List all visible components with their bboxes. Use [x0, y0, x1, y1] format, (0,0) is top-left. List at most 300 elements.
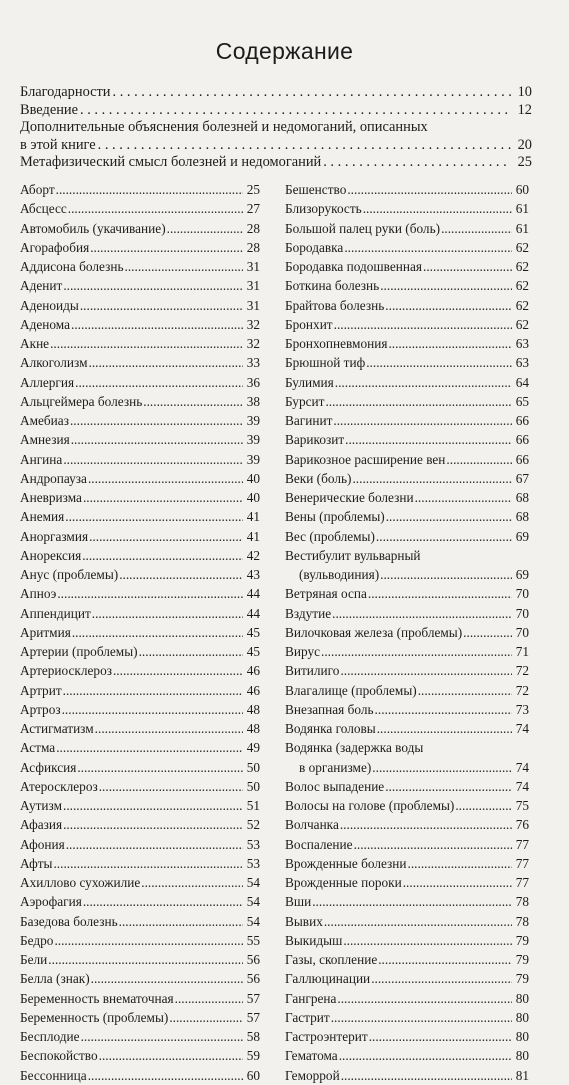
toc-entry[interactable]	[285, 642, 529, 661]
page-number: 72	[515, 682, 529, 698]
toc-entry[interactable]	[285, 219, 529, 238]
dot-leader	[48, 950, 243, 969]
toc-entry[interactable]	[20, 450, 260, 469]
page-number: 52	[246, 817, 260, 833]
dot-leader	[418, 681, 512, 700]
entry-title: Близорукость	[285, 201, 362, 217]
page-number: 31	[246, 278, 260, 294]
entry-title: Аневризма	[20, 490, 82, 505]
front-matter-item[interactable]	[20, 84, 532, 102]
entry-title: Афония	[20, 836, 65, 852]
entry-title: Выкидыш	[285, 932, 343, 948]
page-number: 32	[246, 336, 260, 351]
dot-leader	[83, 892, 243, 911]
dot-leader	[63, 815, 243, 834]
entry-title: Варикозит	[285, 432, 345, 448]
toc-entry[interactable]	[285, 450, 529, 469]
entry-title: Геморрой	[285, 1067, 340, 1083]
dot-leader	[50, 334, 243, 353]
entry-title: Агорафобия	[20, 239, 90, 255]
dot-leader	[368, 584, 512, 603]
page-number: 70	[515, 624, 529, 640]
dot-leader	[333, 411, 512, 430]
toc-entry[interactable]	[285, 989, 529, 1008]
entry-title: Беспокойство	[20, 1048, 98, 1064]
front-matter-item[interactable]	[20, 154, 532, 172]
entry-title: Вагинит	[285, 413, 333, 428]
entry-title: Бели	[20, 952, 48, 967]
toc-entry[interactable]	[285, 315, 529, 334]
page-number: 46	[246, 663, 260, 679]
page-number: 78	[515, 894, 529, 910]
dot-leader	[80, 102, 511, 120]
toc-entry[interactable]	[285, 719, 529, 738]
toc-entry[interactable]	[285, 1027, 529, 1046]
toc-entry[interactable]	[285, 392, 529, 411]
toc-entry[interactable]	[20, 565, 260, 584]
page-number: 66	[515, 413, 529, 428]
page-number: 66	[515, 432, 529, 448]
toc-entry[interactable]	[285, 681, 529, 700]
page-number: 62	[515, 278, 529, 294]
toc-entry[interactable]	[285, 777, 529, 796]
dot-leader	[63, 796, 243, 815]
dot-leader	[377, 719, 512, 738]
toc-entry[interactable]	[285, 854, 529, 873]
page-number: 40	[246, 490, 260, 505]
toc-entry[interactable]	[20, 989, 260, 1008]
toc-entry[interactable]	[20, 315, 260, 334]
dot-leader	[347, 180, 512, 199]
entry-title: Аденома	[20, 316, 71, 332]
entry-title: Белла (знак)	[20, 971, 90, 987]
toc-entry[interactable]	[20, 392, 260, 411]
dot-leader	[312, 892, 512, 911]
dot-leader	[82, 546, 243, 565]
toc-entry[interactable]	[20, 777, 260, 796]
dot-leader	[71, 315, 243, 334]
entry-title: Бородавка	[285, 239, 344, 255]
dot-leader	[95, 719, 243, 738]
toc-entry[interactable]	[20, 969, 260, 988]
toc-entry[interactable]	[285, 565, 529, 584]
toc-entry[interactable]	[20, 623, 260, 642]
page-number: 50	[246, 778, 260, 794]
page-number: 63	[515, 336, 529, 351]
page-number: 53	[246, 855, 260, 871]
dot-leader	[99, 777, 243, 796]
toc-entry[interactable]	[20, 469, 260, 488]
dot-leader	[372, 758, 512, 777]
toc-entry[interactable]	[20, 411, 260, 430]
dot-leader	[81, 1027, 243, 1046]
page-number: 39	[246, 451, 260, 467]
toc-left-column	[20, 180, 260, 1085]
entry-title: Аденоиды	[20, 297, 79, 313]
page-number: 28	[246, 239, 260, 255]
page-number: 62	[515, 297, 529, 313]
front-matter-list	[20, 84, 532, 172]
page-number: 67	[515, 470, 529, 486]
toc-entry[interactable]	[20, 353, 260, 372]
page-number: 70	[515, 605, 529, 621]
toc-entry[interactable]	[20, 373, 260, 392]
entry-title: Врожденные болезни	[285, 855, 407, 871]
dot-leader	[337, 989, 512, 1008]
page-number: 61	[515, 220, 529, 236]
page-number: 31	[246, 297, 260, 313]
page-number: 32	[246, 316, 260, 332]
toc-entry[interactable]	[20, 430, 260, 449]
dot-leader	[141, 873, 243, 892]
toc-entry[interactable]	[20, 1008, 260, 1027]
entry-title: Булимия	[285, 374, 334, 390]
toc-entry[interactable]	[285, 815, 529, 834]
toc-entry[interactable]	[285, 276, 529, 295]
toc-entry[interactable]	[20, 296, 260, 315]
toc-entry[interactable]	[20, 931, 260, 950]
front-matter-item[interactable]	[20, 102, 532, 120]
dot-leader	[323, 154, 511, 172]
toc-entry[interactable]	[285, 373, 529, 392]
dot-leader	[80, 296, 243, 315]
page-number: 39	[246, 432, 260, 448]
toc-entry[interactable]	[285, 758, 529, 777]
page-number: 27	[246, 201, 260, 217]
entry-title: Гастроэнтерит	[285, 1029, 368, 1044]
toc-entry[interactable]	[20, 681, 260, 700]
toc-entry[interactable]	[285, 623, 529, 642]
dot-leader	[65, 507, 243, 526]
entry-title: Акне	[20, 336, 50, 351]
page-number: 80	[515, 1029, 529, 1044]
entry-title: Бородавка подошвенная	[285, 259, 423, 274]
entry-title: Гематома	[285, 1048, 338, 1064]
entry-title: Алкоголизм	[20, 355, 88, 371]
toc-entry[interactable]	[20, 873, 260, 892]
toc-entry[interactable]	[285, 584, 529, 603]
dot-leader	[139, 642, 243, 661]
toc-entry[interactable]	[20, 892, 260, 911]
entry-title: Бедро	[20, 932, 54, 948]
entry-title: Бронхит	[285, 316, 333, 332]
toc-entry[interactable]	[285, 488, 529, 507]
toc-entry[interactable]	[285, 950, 529, 969]
dot-leader	[113, 661, 243, 680]
toc-entry[interactable]	[20, 719, 260, 738]
dot-leader	[88, 469, 243, 488]
dot-leader	[403, 873, 512, 892]
entry-title: Аллергия	[20, 374, 75, 390]
dot-leader	[415, 488, 512, 507]
page-number: 81	[515, 1067, 529, 1083]
page-number: 68	[515, 490, 529, 505]
entry-title: Анемия	[20, 509, 65, 525]
entry-title: Брайтова болезнь	[285, 297, 385, 313]
toc-entry[interactable]	[20, 1066, 260, 1085]
entry-title: Большой палец руки (боль)	[285, 220, 441, 236]
toc-entry[interactable]	[20, 950, 260, 969]
entry-title: Газы, скопление	[285, 952, 378, 967]
dot-leader	[332, 604, 512, 623]
toc-entry[interactable]	[20, 180, 260, 199]
toc-entry[interactable]	[20, 238, 260, 257]
dot-leader	[324, 912, 512, 931]
page-number: 41	[246, 509, 260, 525]
page-number: 50	[246, 759, 260, 775]
entry-title: Воспаление	[285, 836, 353, 852]
entry-title: Введение	[20, 101, 79, 118]
dot-leader	[341, 1066, 512, 1085]
entry-title: Гангрена	[285, 990, 337, 1006]
page-number: 80	[515, 1048, 529, 1064]
dot-leader	[53, 854, 243, 873]
toc-entry[interactable]	[20, 527, 260, 546]
toc-entry[interactable]	[285, 873, 529, 892]
dot-leader	[354, 835, 512, 854]
page-number: 74	[515, 759, 529, 775]
page-number: 69	[515, 528, 529, 544]
toc-entry[interactable]	[285, 912, 529, 931]
page-number: 31	[246, 259, 260, 274]
dot-leader	[63, 276, 243, 295]
toc-entry[interactable]	[20, 642, 260, 661]
page-number: 79	[515, 952, 529, 967]
dot-leader	[321, 642, 512, 661]
dot-leader	[423, 257, 512, 276]
page-number: 46	[246, 682, 260, 698]
entry-title: Ветряная оспа	[285, 586, 367, 602]
page-number: 40	[246, 470, 260, 486]
toc-entry[interactable]	[20, 661, 260, 680]
page-number: 78	[515, 913, 529, 929]
entry-title: Астигматизм	[20, 721, 94, 736]
toc-entry[interactable]	[20, 854, 260, 873]
page-number: 57	[246, 990, 260, 1006]
front-matter-label-line: Дополнительные объяснения болезней и недомоганий, описанных	[20, 119, 428, 136]
entry-title: Ахиллово сухожилие	[20, 875, 141, 890]
entry-title: Амебиаз	[20, 413, 69, 428]
toc-entry[interactable]	[20, 276, 260, 295]
toc-entry-first-line: Водянка (задержка воды	[285, 740, 424, 756]
front-matter-item[interactable]	[20, 137, 532, 155]
toc-entry[interactable]	[285, 1008, 529, 1027]
toc-entry[interactable]	[285, 892, 529, 911]
entry-title: Вывих	[285, 913, 323, 929]
dot-leader	[72, 623, 243, 642]
dot-leader	[385, 296, 512, 315]
dot-leader	[344, 238, 512, 257]
entry-title: Веки (боль)	[285, 470, 352, 486]
entry-title: Венерические болезни	[285, 490, 414, 505]
entry-title: Вилочковая железа (проблемы)	[285, 624, 463, 640]
toc-entry[interactable]	[20, 488, 260, 507]
entry-title: Атеросклероз	[20, 778, 98, 794]
toc-entry[interactable]	[285, 796, 529, 815]
dot-leader	[56, 180, 243, 199]
page-number: 76	[515, 817, 529, 833]
page-number: 63	[515, 355, 529, 371]
dot-leader	[119, 565, 243, 584]
dot-leader	[92, 604, 243, 623]
entry-title: Артериосклероз	[20, 663, 112, 679]
toc-entry[interactable]	[285, 604, 529, 623]
page-number: 62	[515, 239, 529, 255]
page-number: 25	[517, 154, 532, 171]
dot-leader	[77, 758, 243, 777]
dot-leader	[91, 969, 243, 988]
dot-leader	[89, 353, 244, 372]
page-number: 43	[246, 567, 260, 582]
toc-entry[interactable]	[285, 1066, 529, 1085]
dot-leader	[143, 392, 243, 411]
toc-entry[interactable]	[285, 931, 529, 950]
entry-title: Вздутие	[285, 605, 332, 621]
page-number: 80	[515, 990, 529, 1006]
entry-title: Бронхопневмония	[285, 336, 388, 351]
dot-leader	[66, 835, 243, 854]
page-number: 68	[515, 509, 529, 525]
toc-entry[interactable]	[285, 969, 529, 988]
toc-entry[interactable]	[285, 334, 529, 353]
dot-leader	[378, 950, 512, 969]
dot-leader	[369, 1027, 512, 1046]
page-number: 62	[515, 259, 529, 274]
dot-leader	[335, 373, 512, 392]
toc-entry[interactable]	[20, 334, 260, 353]
entry-title: Влагалище (проблемы)	[285, 682, 417, 698]
page-number: 36	[246, 374, 260, 390]
dot-leader	[175, 989, 243, 1008]
page-number: 60	[246, 1067, 260, 1083]
entry-title: Волчанка	[285, 817, 339, 833]
dot-leader	[54, 931, 243, 950]
entry-title: Варикозное расширение вен	[285, 451, 446, 467]
dot-leader	[167, 219, 243, 238]
entry-title: Автомобиль (укачивание)	[20, 220, 166, 236]
toc-entry[interactable]	[20, 199, 260, 218]
page-number: 64	[515, 374, 529, 390]
entry-title: Ангина	[20, 451, 63, 467]
entry-title: Асфиксия	[20, 759, 77, 775]
entry-title: Аутизм	[20, 798, 62, 813]
entry-title: Альцгеймера болезнь	[20, 393, 143, 409]
toc-entry[interactable]	[20, 546, 260, 565]
toc-entry[interactable]	[285, 430, 529, 449]
toc-entry[interactable]	[20, 604, 260, 623]
page-number: 54	[246, 875, 260, 890]
entry-title: Бессонница	[20, 1067, 87, 1083]
entry-title: Андропауза	[20, 470, 87, 486]
dot-leader	[339, 1046, 512, 1065]
page-number: 77	[515, 855, 529, 871]
dot-leader	[446, 450, 512, 469]
toc-entry[interactable]	[285, 353, 529, 372]
entry-title: Аноргазмия	[20, 528, 89, 544]
page-number: 33	[246, 355, 260, 371]
entry-title: Базедова болезнь	[20, 913, 118, 929]
entry-title: Бурсит	[285, 393, 325, 409]
toc-entry[interactable]	[285, 700, 529, 719]
toc-right-column	[285, 180, 529, 1085]
toc-entry[interactable]	[285, 180, 529, 199]
dot-leader	[352, 469, 512, 488]
page-number: 25	[246, 182, 260, 197]
toc-entry[interactable]	[20, 1027, 260, 1046]
toc-entry[interactable]	[285, 527, 529, 546]
toc-entry[interactable]	[20, 738, 260, 757]
dot-leader	[119, 912, 243, 931]
toc-entry[interactable]	[285, 411, 529, 430]
toc-entry[interactable]	[285, 469, 529, 488]
page-number: 49	[246, 740, 260, 756]
toc-entry[interactable]	[20, 1046, 260, 1065]
toc-entry[interactable]	[285, 661, 529, 680]
dot-leader	[463, 623, 512, 642]
entry-title: Беременность внематочная	[20, 990, 174, 1006]
toc-entry[interactable]	[20, 700, 260, 719]
toc-entry[interactable]	[285, 296, 529, 315]
entry-title: Боткина болезнь	[285, 278, 380, 294]
page-number: 77	[515, 875, 529, 890]
entry-title: Аддисона болезнь	[20, 259, 124, 274]
entry-title: Врожденные пороки	[285, 875, 402, 890]
dot-leader	[325, 392, 512, 411]
entry-title: Анорексия	[20, 547, 82, 563]
toc-entry[interactable]	[20, 796, 260, 815]
page-number: 54	[246, 894, 260, 910]
dot-leader	[376, 527, 512, 546]
page-number: 69	[515, 567, 529, 582]
entry-title: Аэрофагия	[20, 894, 82, 910]
toc-entry[interactable]	[20, 219, 260, 238]
entry-title: Волос выпадение	[285, 778, 385, 794]
toc-entry[interactable]	[285, 199, 529, 218]
toc-entry[interactable]	[285, 257, 529, 276]
entry-title: Аппендицит	[20, 605, 91, 621]
entry-title: Астма	[20, 740, 56, 756]
entry-title: Гастрит	[285, 1009, 330, 1025]
dot-leader	[340, 815, 512, 834]
toc-entry[interactable]	[20, 835, 260, 854]
dot-leader	[75, 373, 243, 392]
dot-leader	[366, 353, 512, 372]
dot-leader	[63, 450, 243, 469]
toc-entry[interactable]	[285, 507, 529, 526]
dot-leader	[83, 488, 243, 507]
entry-title: Брюшной тиф	[285, 355, 366, 371]
toc-entry[interactable]	[20, 815, 260, 834]
toc-entry[interactable]	[20, 507, 260, 526]
page-number: 60	[515, 182, 529, 197]
toc-entry[interactable]	[20, 758, 260, 777]
page-number: 48	[246, 721, 260, 736]
entry-title: Артрит	[20, 682, 62, 698]
toc-entry[interactable]	[20, 912, 260, 931]
page-number: 53	[246, 836, 260, 852]
dot-leader	[380, 565, 512, 584]
entry-title: Вены (проблемы)	[285, 509, 385, 525]
toc-entry[interactable]	[285, 835, 529, 854]
dot-leader	[113, 84, 511, 102]
toc-entry[interactable]	[20, 257, 260, 276]
toc-entry[interactable]	[20, 584, 260, 603]
entry-title: Анус (проблемы)	[20, 567, 119, 582]
toc-entry[interactable]	[285, 1046, 529, 1065]
page-number: 72	[515, 663, 529, 679]
page-number: 79	[515, 971, 529, 987]
toc-entry[interactable]	[285, 238, 529, 257]
